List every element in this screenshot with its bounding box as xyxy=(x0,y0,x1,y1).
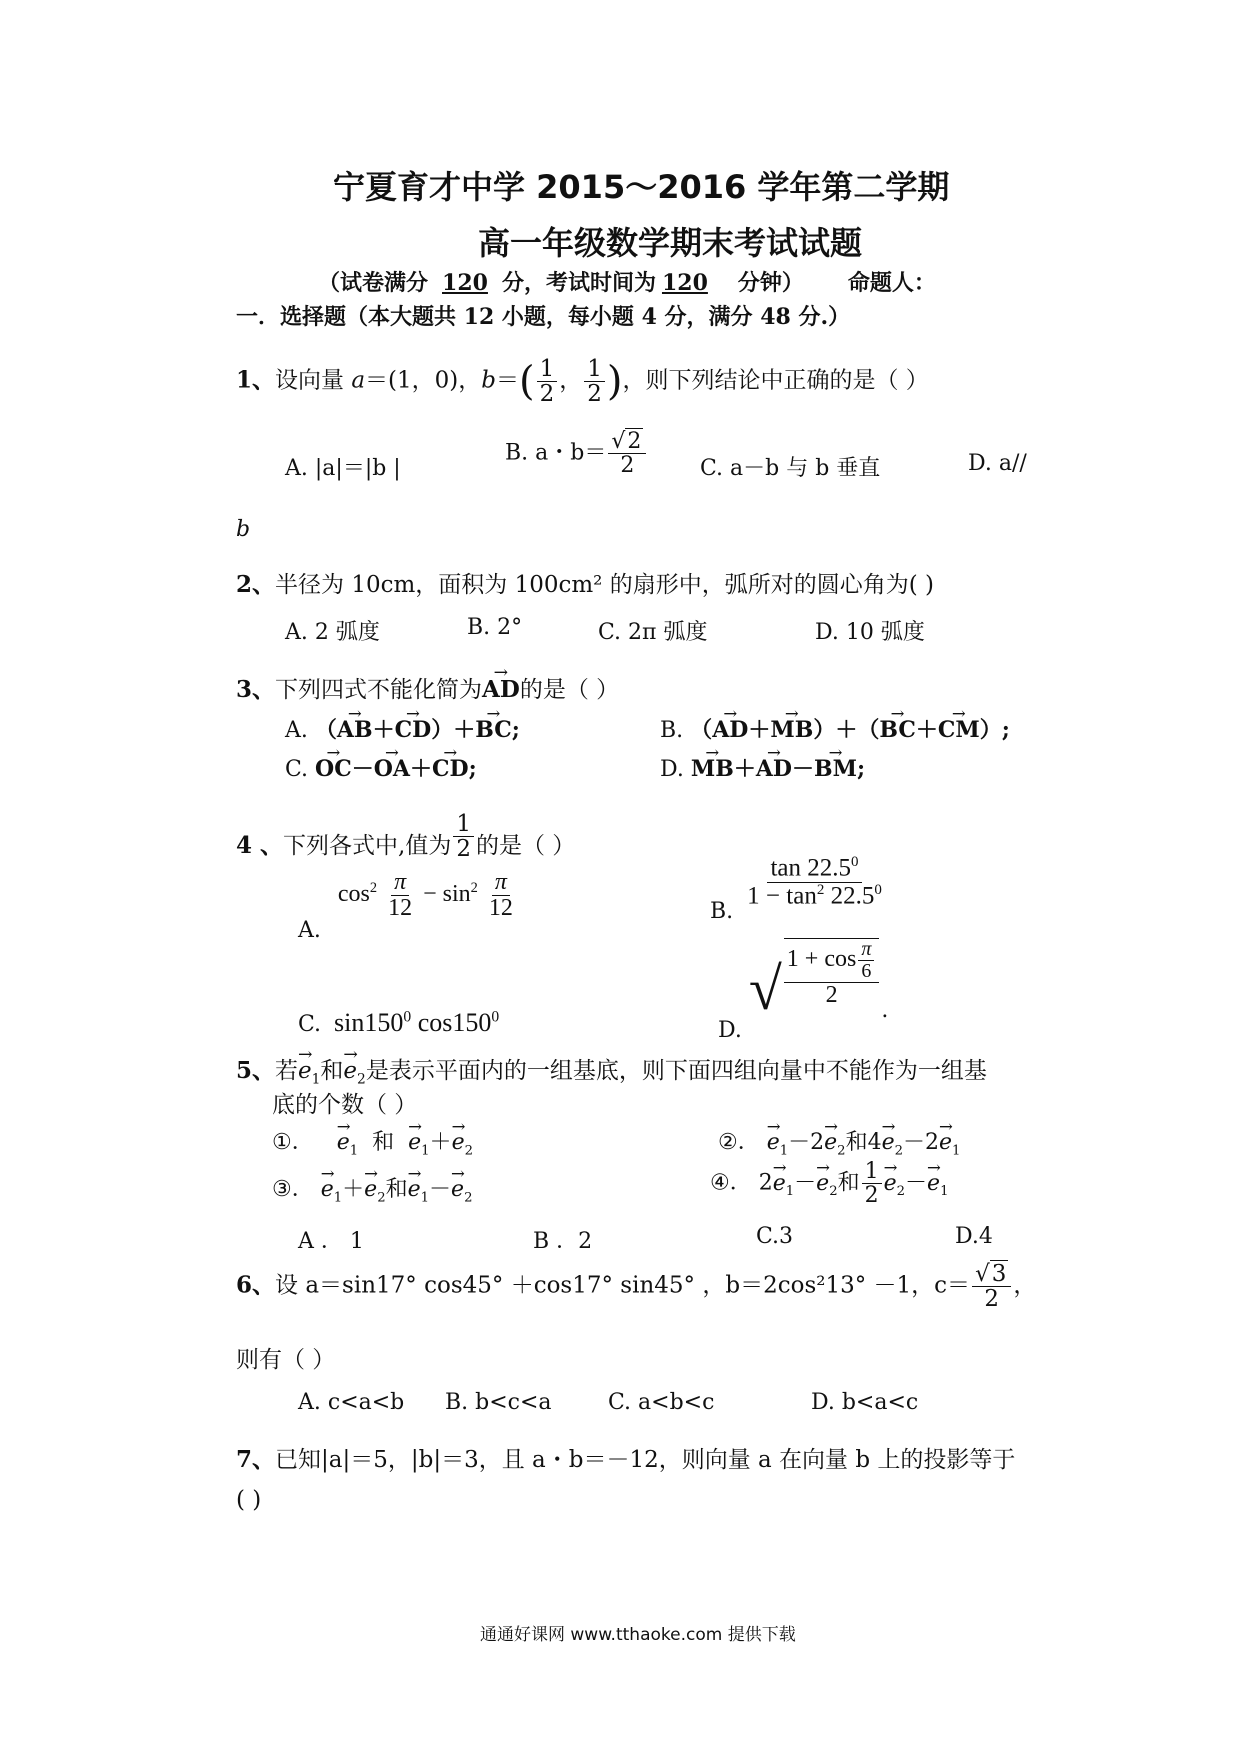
q3-option-d: D. → MB＋→ AD－→ BM; xyxy=(660,752,865,783)
q2-option-d: D. 10 弧度 xyxy=(815,620,925,645)
q6-stem: 6、设 a＝sin17° cos45° ＋cos17° sin45° ，b＝2cos²13° －1，c＝ $\frac{√3}{2}$ ， xyxy=(236,1261,1037,1313)
q1-option-a: A. |a|＝|b | xyxy=(285,456,401,481)
q3-option-a: A. （→ AB＋→ CD）＋→ BC; xyxy=(285,713,520,744)
full-score-value: 120 xyxy=(442,270,488,296)
q4-option-c: C. $\sin 150^0$ $\cos 150^0$ xyxy=(298,1008,500,1037)
q4-number: 4 、 xyxy=(236,832,284,859)
q6-cont: 则有（ ） xyxy=(236,1347,336,1373)
q4-stem: 4 、下列各式中,值为 $\frac{1}{2}$ 的是（ ） xyxy=(236,811,576,863)
info-suffix: 分钟） xyxy=(737,270,804,296)
q2-stem-text: 半径为 10cm，面积为 100cm² 的扇形中，弧所对的圆心角为( ) xyxy=(275,572,934,598)
q2-option-b: B. 2° xyxy=(467,615,523,640)
q4-stem-a: 下列各式中,值为 xyxy=(283,833,452,859)
q5-option-a: A ． 1 xyxy=(298,1229,364,1254)
q4-option-d-label: D. xyxy=(718,1018,742,1044)
q3-option-b: B. （→ AD＋→ MB）＋（→ BC＋→ CM）; xyxy=(660,713,1010,744)
q4-option-a-label: A. xyxy=(298,918,321,944)
q1-option-d-cont: b xyxy=(236,517,251,542)
q2-number: 2、 xyxy=(236,571,276,598)
q6-option-a: A. c<a<b xyxy=(298,1390,405,1415)
q2-option-c: C. 2π 弧度 xyxy=(598,620,708,645)
q6-option-c: C. a<b<c xyxy=(608,1390,715,1415)
q3-stem-b: 的是（ ） xyxy=(519,677,620,703)
exam-title-line1: 宁夏育才中学 2015～2016 学年第二学期 xyxy=(333,168,950,206)
q1-number: 1、 xyxy=(236,366,276,394)
q4-option-c-label: C. xyxy=(298,1012,322,1037)
q6-number: 6、 xyxy=(236,1271,276,1299)
q4-option-b: B. $\frac{\tan 22.5^0}{1 - \tan^2 22.5^0}$ xyxy=(710,854,882,925)
q5-group-1: ①． → $e_1$ 和 → $e_1+\to e_2$ xyxy=(272,1125,473,1158)
q7-stem xyxy=(236,1441,1015,1474)
q3-option-b-label: B. xyxy=(660,718,684,743)
q4-option-d: D. √ 1 + cos $\frac{\pi}{6}$ 2 . xyxy=(718,938,889,1044)
q5-option-c: C.3 xyxy=(756,1224,794,1249)
q1-option-b-text: B. a・b＝ xyxy=(505,440,607,466)
footer-source: 通通好课网 www.tthaoke.com 提供下载 xyxy=(480,1625,796,1645)
q6-stem-text: 设 a＝sin17° cos45° ＋cos17° sin45° ，b＝2cos²13° －1，c＝ xyxy=(275,1272,971,1299)
q1-stem-b: ，则下列结论中正确的是（ ） xyxy=(622,367,929,394)
q1-option-c: C. a－b 与 b 垂直 xyxy=(700,456,881,481)
q4-option-a: A. $\cos^2$ $\frac{\pi}{12}$ − $\sin^2$ $\frac{\pi}{12}$ xyxy=(298,869,513,944)
q5-stem-text: 是表示平面内的一组基底，则下面四组向量中不能作为一组基 xyxy=(365,1058,987,1084)
q6-option-d: D. b<a<c xyxy=(811,1390,919,1415)
q1-stem: 1、设向量 a＝(1，0)，b＝( $\frac{1}{2}$ ， $\frac{1}{2}$ )，则下列结论中正确的是（ ） xyxy=(236,356,929,408)
q7-number: 7、 xyxy=(236,1446,276,1473)
q7-cont: ( ) xyxy=(236,1487,262,1513)
q5-option-d: D.4 xyxy=(955,1224,993,1249)
q3-option-c: C. → OC－→ OA＋→ CD; xyxy=(285,752,477,783)
exam-title-line2: 高一年级数学期末考试试题 xyxy=(478,224,863,262)
q5-group-3: ③． → $e_1+\to e_2$和→ $e_1-\to e_2$ xyxy=(272,1172,472,1205)
q3-option-a-label: A. xyxy=(285,718,308,743)
q2-option-a: A. 2 弧度 xyxy=(285,620,380,645)
q5-option-b: B ．2 xyxy=(533,1229,593,1254)
q2-stem xyxy=(236,566,934,599)
q7-stem-text: 已知|a|＝5，|b|＝3，且 a・b＝－12，则向量 a 在向量 b 上的投影等于 xyxy=(275,1447,1016,1473)
section-heading: 一．选择题（本大题共 12 小题，每小题 4 分，满分 48 分.） xyxy=(236,304,851,330)
q3-stem: 3、下列四式不能化简为→ AD的是（ ） xyxy=(236,671,619,704)
q5-stem-line1: 5、若→ $e_1$和→ $e_2$是表示平面内的一组基底，则下面四组向量中不能作为一组基 xyxy=(236,1052,987,1088)
q5-group-2: ②． → $e_1-2\to e_2$和$4\to e_2-2\to e_1$ xyxy=(718,1125,960,1158)
q4-stem-b: 的是（ ） xyxy=(475,833,576,859)
q3-number: 3、 xyxy=(236,676,276,703)
exam-info-line xyxy=(318,266,936,297)
q1-option-b: B. a・b＝ $\frac{√2}{2}$ xyxy=(505,430,648,477)
q3-option-d-label: D. xyxy=(660,757,684,782)
author-label: 命题人： xyxy=(847,270,936,296)
q3-stem-a: 下列四式不能化简为 xyxy=(275,677,483,703)
info-prefix: （试卷满分 xyxy=(318,270,429,296)
q5-group-4: ④． $2\to e_1-\to e_2$和 $\frac{1}{2}$ → $e_2-\to e_1$ xyxy=(710,1160,948,1207)
info-mid: 分，考试时间为 xyxy=(501,270,656,296)
q1-option-d: D. a// xyxy=(968,451,1027,476)
q3-option-c-label: C. xyxy=(285,757,309,782)
q5-stem-line2: 底的个数（ ） xyxy=(272,1092,418,1118)
time-value: 120 xyxy=(661,270,708,296)
q6-option-b: B. b<c<a xyxy=(445,1390,552,1415)
q5-number: 5、 xyxy=(236,1057,276,1084)
q4-option-b-label: B. xyxy=(710,899,734,925)
q1-stem-a: 设向量 xyxy=(275,367,352,394)
